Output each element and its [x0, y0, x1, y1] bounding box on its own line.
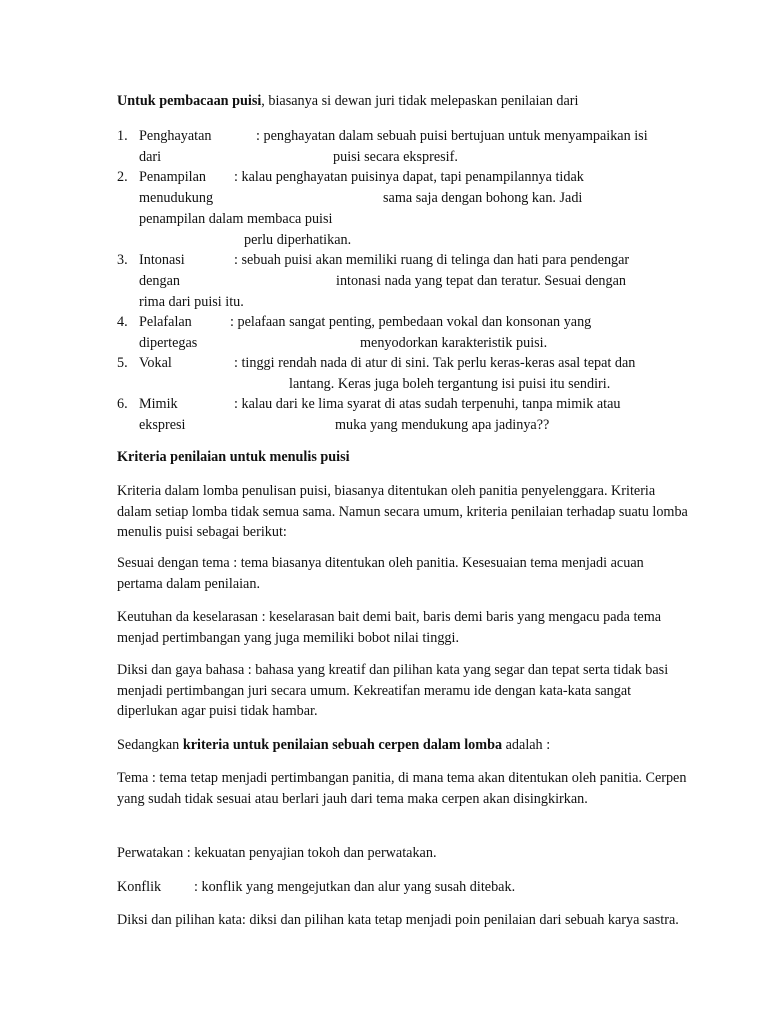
list-description: : penghayatan dalam sebuah puisi bertujuan untuk menyampaikan isi — [256, 128, 648, 144]
paragraph-konflik — [117, 877, 692, 898]
konflik-description: : konflik yang mengejutkan dan alur yang susah ditebak. — [194, 879, 516, 895]
list-description: : kalau penghayatan puisinya dapat, tapi penampilannya tidak — [234, 169, 584, 185]
list-description: : kalau dari ke lima syarat di atas sudah terpenuhi, tanpa mimik atau — [234, 396, 621, 412]
list-term: Penampilan — [139, 169, 206, 185]
list-number: 6. — [117, 396, 128, 412]
list-term: Mimik — [139, 396, 178, 412]
list-term: Intonasi — [139, 252, 185, 268]
list-description: sama saja dengan bohong kan. Jadi — [383, 190, 583, 206]
list-description: muka yang mendukung apa jadinya?? — [335, 417, 550, 433]
list-number: 4. — [117, 314, 128, 330]
list-number: 5. — [117, 355, 128, 371]
list-term: Pelafalan — [139, 314, 192, 330]
list-term: Penghayatan — [139, 128, 212, 144]
list-number: 3. — [117, 252, 128, 268]
list-wrap-word: ekspresi — [139, 417, 186, 433]
list-wrap-word: dipertegas — [139, 335, 198, 351]
intro-bold: Untuk pembacaan puisi — [117, 93, 262, 109]
list-description: : pelafaan sangat penting, pembedaan vokal dan konsonan yang — [230, 314, 592, 330]
paragraph-cerpen-tema: Tema : tema tetap menjadi pertimbangan panitia, di mana tema akan ditentukan oleh panitia. Cerpen yang sudah tidak sesuai atau berlari jauh dari tema maka cerpen akan disingkirkan. — [117, 770, 687, 807]
list-description: perlu diperhatikan. — [244, 232, 352, 248]
paragraph-cerpen-intro: Sedangkan kriteria untuk penilaian sebuah cerpen dalam lomba adalah : — [117, 737, 551, 753]
paragraph-keutuhan: Keutuhan da keselarasan : keselarasan bait demi bait, baris demi baris yang mengacu pada tema menjad pertimbangan yang juga memiliki bobot nilai tinggi. — [117, 609, 662, 646]
list-description: lantang. Keras juga boleh tergantung isi puisi itu sendiri. — [289, 376, 611, 392]
list-number: 1. — [117, 128, 128, 144]
list-description: penampilan dalam membaca puisi — [139, 211, 333, 227]
paragraph-menulis-intro: Kriteria dalam lomba penulisan puisi, biasanya ditentukan oleh panitia penyelenggara. Kriteria dalam setiap lomba tidak semua sama. Namun secara umum, kriteria penilaian terhadap suatu lomba menulis puisi sebagai berikut: — [117, 483, 688, 541]
intro-paragraph — [117, 91, 692, 112]
paragraph-diksi-cerpen: Diksi dan pilihan kata: diksi dan pilihan kata tetap menjadi poin penilaian dari sebuah karya sastra. — [117, 912, 679, 928]
list-wrap-word: dengan — [139, 273, 180, 289]
list-wrap-word: menudukung — [139, 190, 214, 206]
list-number: 2. — [117, 169, 128, 185]
list-wrap-word: dari — [139, 149, 162, 165]
list-description: intonasi nada yang tepat dan teratur. Sesuai dengan — [336, 273, 626, 289]
paragraph-diksi-gaya-bahasa: Diksi dan gaya bahasa : bahasa yang kreatif dan pilihan kata yang segar dan tepat serta tidak basi menjadi pertimbangan juri secara umum. Kekreatifan meramu ide dengan kata-kata sangat diperlukan agar puisi tidak hambar. — [117, 662, 669, 720]
list-description: menyodorkan karakteristik puisi. — [360, 335, 548, 351]
section-heading-menulis-puisi: Kriteria penilaian untuk menulis puisi — [117, 449, 350, 465]
paragraph-perwatakan: Perwatakan : kekuatan penyajian tokoh dan perwatakan. — [117, 845, 437, 861]
list-description: rima dari puisi itu. — [139, 294, 244, 310]
list-description: puisi secara ekspresif. — [333, 149, 458, 165]
list-term: Vokal — [139, 355, 172, 371]
list-description: : tinggi rendah nada di atur di sini. Tak perlu keras-keras asal tepat dan — [234, 355, 636, 371]
list-description: : sebuah puisi akan memiliki ruang di telinga dan hati para pendengar — [234, 252, 630, 268]
intro-rest: , biasanya si dewan juri tidak melepaskan penilaian dari — [261, 93, 579, 109]
paragraph-sesuai-tema: Sesuai dengan tema : tema biasanya ditentukan oleh panitia. Kesesuaian tema menjadi acuan pertama dalam penilaian. — [117, 555, 644, 592]
konflik-term: Konflik — [117, 879, 162, 895]
